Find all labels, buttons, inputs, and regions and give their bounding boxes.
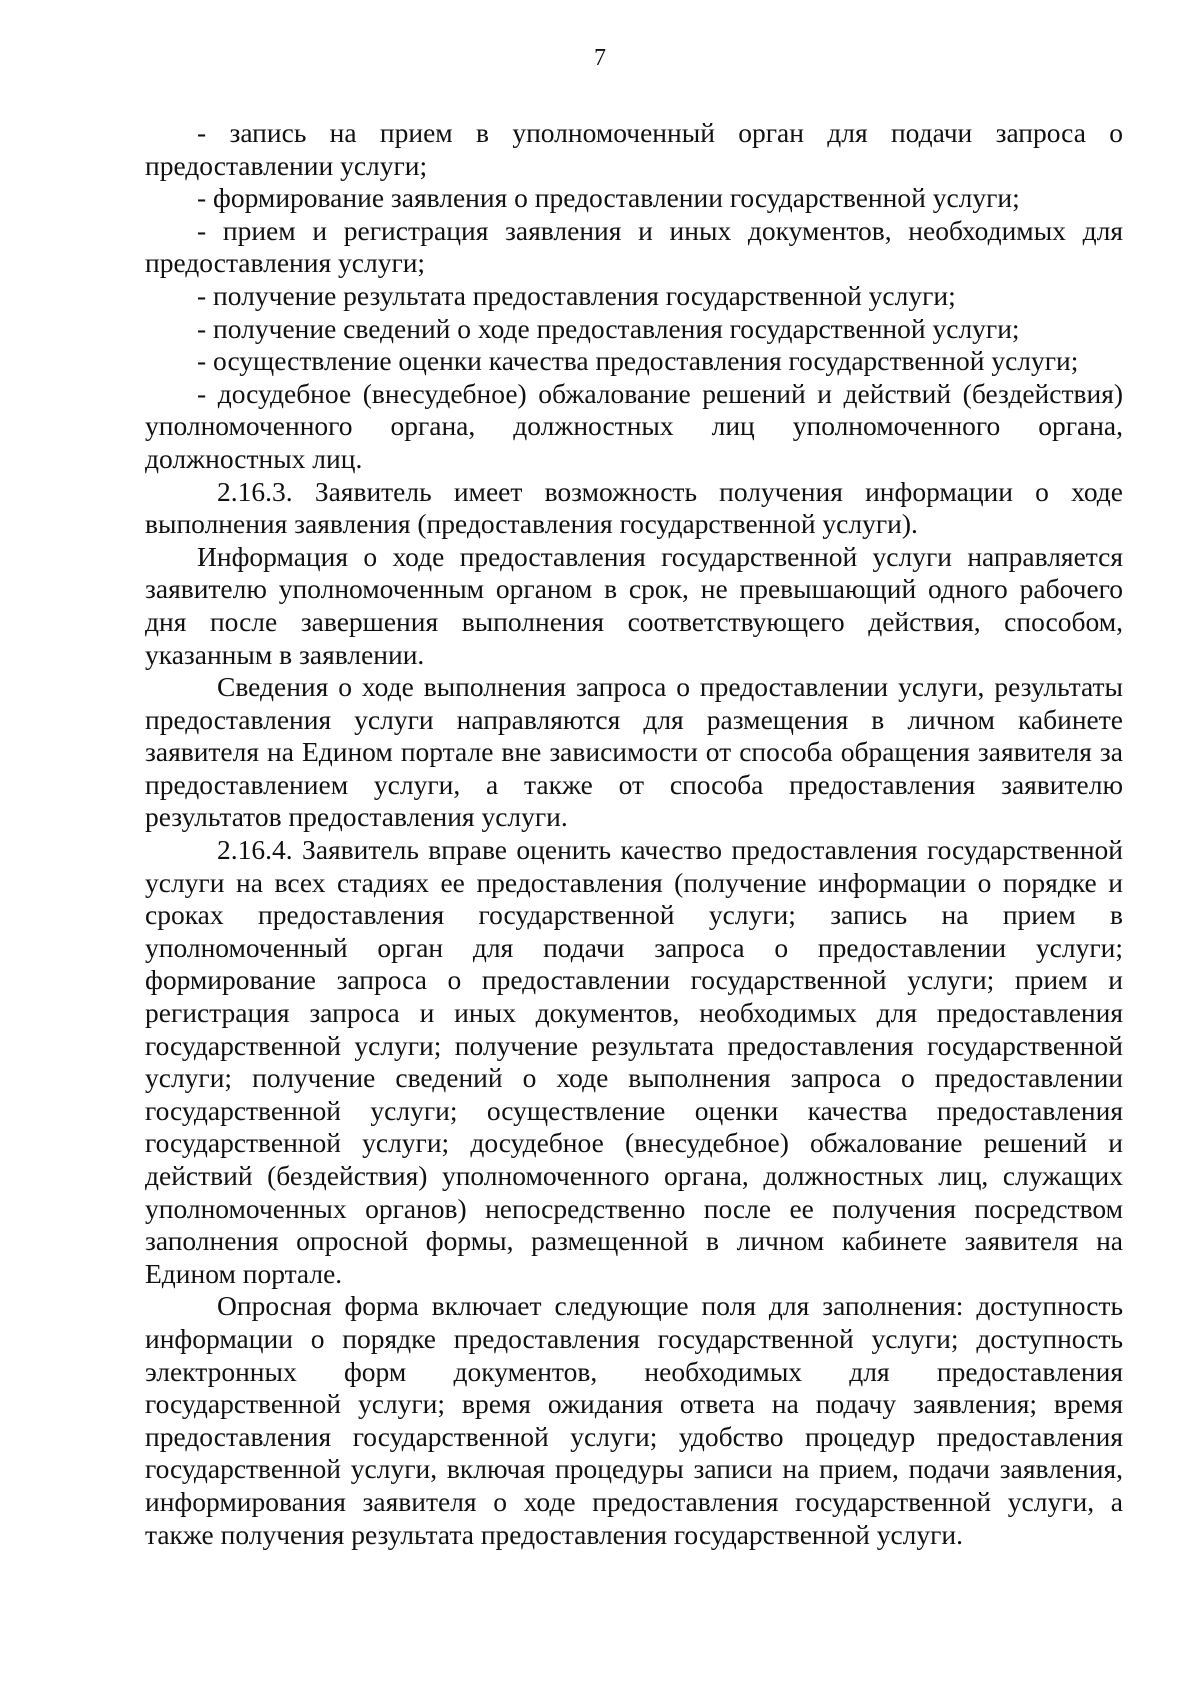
list-item: - формирование заявления о предоставлении государственной услуги; xyxy=(197,182,1020,214)
paragraph: Опросная форма включает следующие поля для заполнения: доступность информации о порядке предоставления государственной услуги; доступность электронных форм документов, необходимых для предоставления государственной услуги; время ожидания ответа на подачу заявления; время предоставления государственной услуги; удобство процедур предоставления государственной услуги, включая процедуры записи на прием, подачи заявления, информирования заявителя о ходе предоставления государственной услуги, а также получения результата предоставления государственной услуги. xyxy=(145,1290,1123,1550)
list-item: - осуществление оценки качества предоставления государственной услуги; xyxy=(197,345,1079,377)
page-number: 7 xyxy=(594,45,606,71)
list-item: - запись на прием в уполномоченный орган для подачи запроса о предоставлении услуги; xyxy=(145,117,1123,181)
list-item: - прием и регистрация заявления и иных документов, необходимых для предоставления услуги; xyxy=(145,214,1123,279)
document-body xyxy=(145,117,1123,1551)
section-2-16-3-paragraph: 2.16.3. Заявитель имеет возможность получения информации о ходе выполнения заявления (предоставления государственной услуги). xyxy=(145,475,1123,540)
section-2-16-4-paragraph: 2.16.4. Заявитель вправе оценить качество предоставления государственной услуги на всех стадиях ее предоставления (получение информации о порядке и сроках предоставления государственной услуги; запись на прием в уполномоченный орган для подачи запроса о предоставлении услуги; формирование запроса о предоставлении государственной услуги; прием и регистрация запроса и иных документов, необходимых для предоставления государственной услуги; получение результата предоставления государственной услуги; получение сведений о ходе выполнения запроса о предоставлении государственной услуги; осуществление оценки качества предоставления государственной услуги; досудебное (внесудебное) обжалование решений и действий (бездействия) уполномоченного органа, должностных лиц, служащих уполномоченных органов) непосредственно после ее получения посредством заполнения опросной формы, размещенной в личном кабинете заявителя на Едином портале. xyxy=(145,834,1123,1289)
list-item: - получение сведений о ходе предоставления государственной услуги; xyxy=(197,312,1020,344)
list-item: - досудебное (внесудебное) обжалование решений и действий (бездействия) уполномоченного органа, должностных лиц уполномоченного органа, должностных лиц. xyxy=(145,377,1123,474)
paragraph: Сведения о ходе выполнения запроса о предоставлении услуги, результаты предоставления услуги направляются для размещения в личном кабинете заявителя на Едином портале вне зависимости от способа обращения заявителя за предоставлением услуги, а также от способа предоставления заявителю результатов предоставления услуги. xyxy=(145,671,1123,833)
paragraph: Информация о ходе предоставления государственной услуги направляется заявителю уполномоченным органом в срок, не превышающий одного рабочего дня после завершения выполнения соответствующего действия, способом, указанным в заявлении. xyxy=(145,540,1123,670)
list-item: - получение результата предоставления государственной услуги; xyxy=(197,279,956,311)
